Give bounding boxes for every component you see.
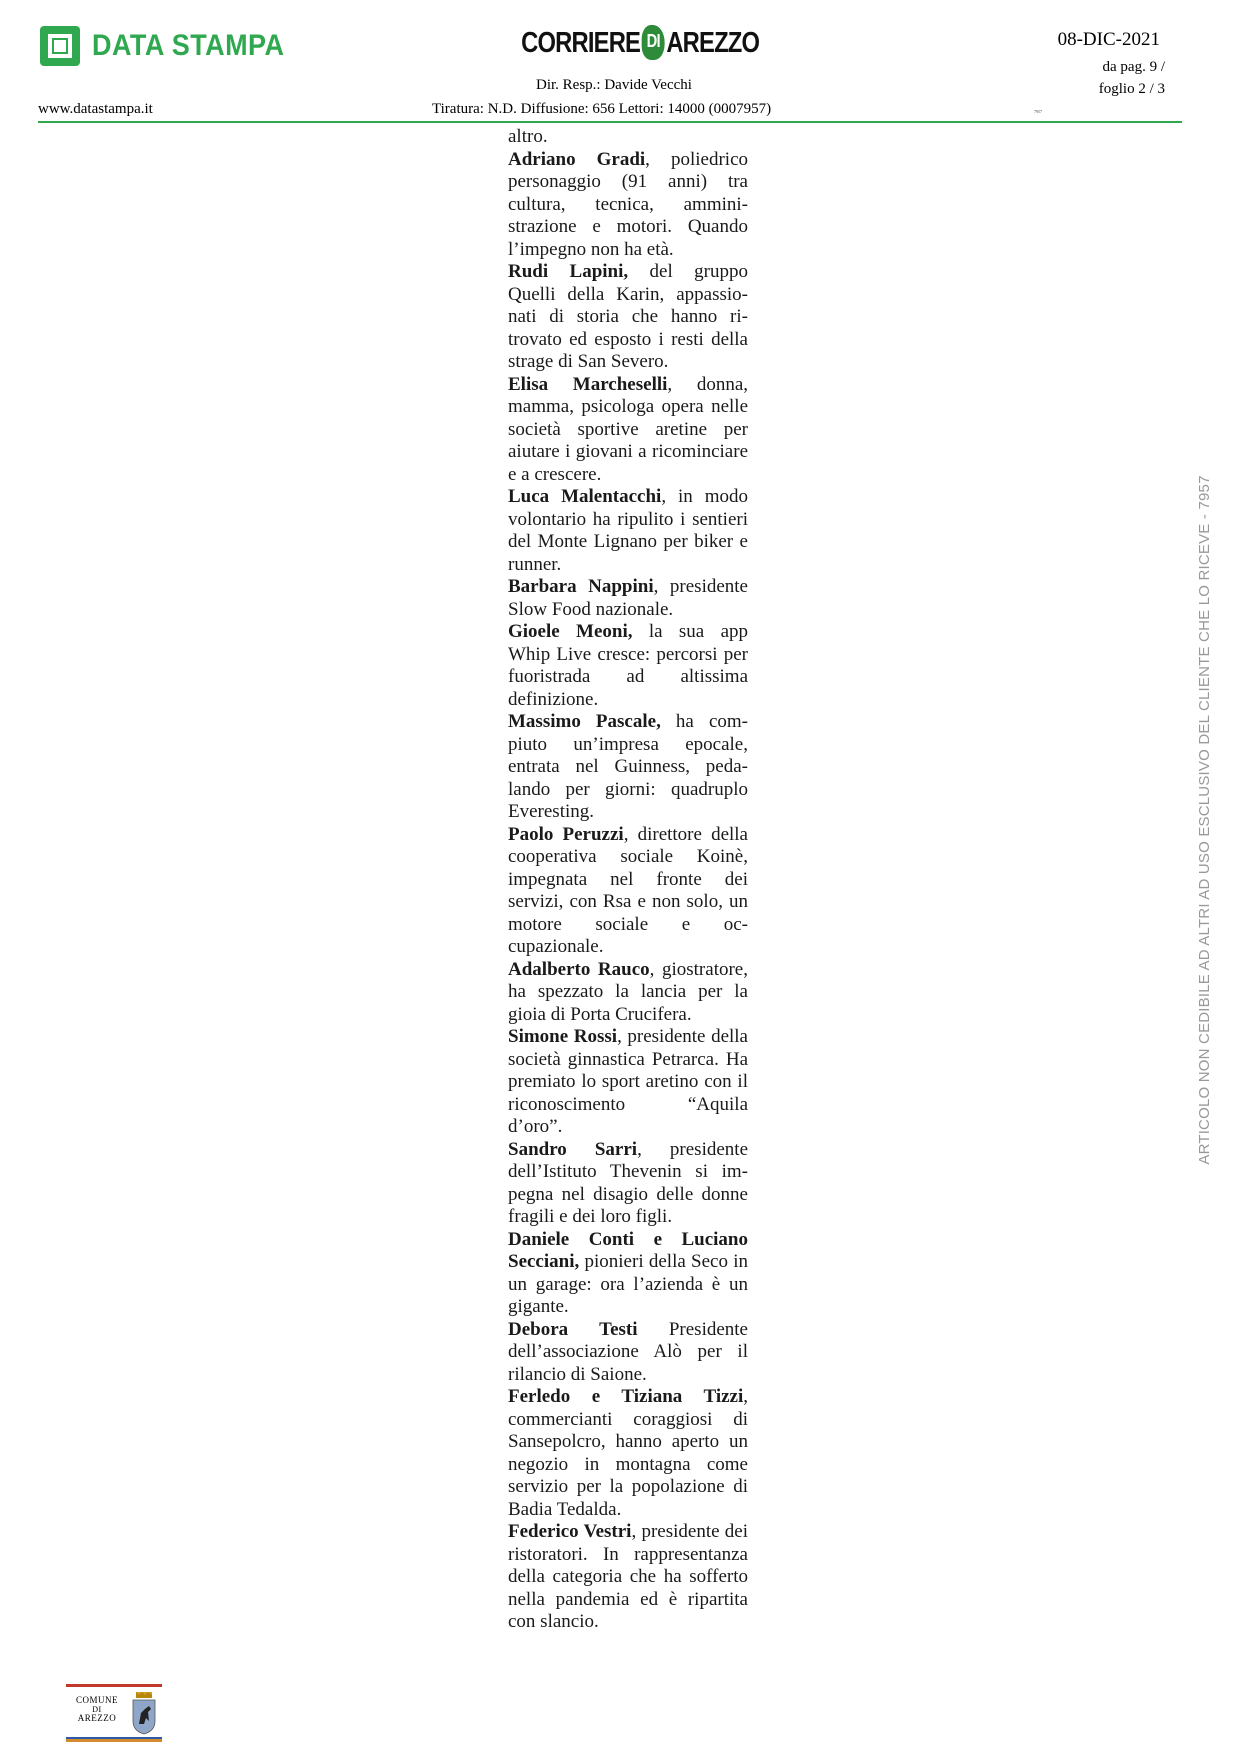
article-column xyxy=(508,126,748,1634)
paragraph-text: , in modo volontario ha ripulito i sentieri del Monte Lignano per biker e runner. xyxy=(508,486,748,575)
article-paragraph xyxy=(508,486,748,576)
logo-text xyxy=(68,1696,126,1723)
article-paragraph xyxy=(508,126,748,149)
article-paragraph xyxy=(508,1319,748,1387)
paragraph-text: , poliedrico personaggio (91 anni) tra cultura, tecnica, amministrazione e motori. Quando l’impegno non ha età. xyxy=(508,148,748,260)
publication-date: 08-DIC-2021 xyxy=(1057,29,1160,50)
logo-top-bar xyxy=(66,1684,162,1687)
director-line: Dir. Resp.: Davide Vecchi xyxy=(536,77,692,93)
paragraph-text: , presidente Slow Food nazionale. xyxy=(508,576,748,620)
article-paragraph xyxy=(508,959,748,1027)
paragraph-text: ha compiuto un’impresa epocale, entrata nel Guinness, pedalando per giorni: quadruplo Everesting. xyxy=(508,711,748,822)
agency-name: DATA STAMPA xyxy=(92,29,285,62)
person-name: Luca Malentacchi xyxy=(508,486,662,507)
paragraph-text: altro. xyxy=(508,126,548,147)
masthead-di: DI xyxy=(642,25,665,60)
logo-line3: AREZZO xyxy=(77,1713,117,1723)
person-name: Sandro Sarri xyxy=(508,1138,638,1160)
small-code: 7957 xyxy=(1034,109,1042,114)
paragraph-text: , presidente della società ginnastica Petrarca. Ha premiato lo sport aretino con il riconoscimento “Aquila d’oro”. xyxy=(508,1026,748,1137)
datastampa-logo-icon xyxy=(40,26,80,66)
person-name: Gioele Meoni, xyxy=(508,621,633,642)
article-paragraph xyxy=(508,621,748,711)
article-paragraph xyxy=(508,374,748,487)
person-name: Adalberto Rauco xyxy=(508,958,650,980)
article-paragraph xyxy=(508,1229,748,1319)
paragraph-text: , donna, mamma, psicologa opera nelle società sportive aretine per aiutare i giovani a ricominciare e a crescere. xyxy=(508,373,748,485)
crest-icon xyxy=(130,1691,158,1735)
person-name: Simone Rossi xyxy=(508,1026,618,1047)
article-paragraph xyxy=(508,1386,748,1521)
article-paragraph xyxy=(508,576,748,621)
logo-line2: DI xyxy=(92,1705,102,1714)
header-divider xyxy=(38,121,1182,123)
person-name: Rudi Lapini, xyxy=(508,261,629,282)
person-name: Daniele Conti e Luciano Secciani, xyxy=(508,1228,748,1272)
paragraph-text: , giostratore, ha spezzato la lancia per la gioia di Porta Crucifera. xyxy=(508,958,748,1025)
side-notice: ARTICOLO NON CEDIBILE AD ALTRI AD USO ESCLUSIVO DEL CLIENTE CHE LO RICEVE - 7957 xyxy=(1196,475,1213,1165)
article-paragraph xyxy=(508,824,748,959)
person-name: Massimo Pascale, xyxy=(508,711,661,732)
person-name: Ferledo e Tiziana Tizzi xyxy=(508,1386,744,1407)
article-paragraph xyxy=(508,1139,748,1229)
datastampa-logo xyxy=(40,24,306,68)
article-paragraph xyxy=(508,261,748,374)
paragraph-text: del gruppo Quelli della Karin, appassionati di storia che hanno ritrovato ed esposto i resti della strage di San Severo. xyxy=(508,261,748,372)
person-name: Barbara Nappini xyxy=(508,576,654,597)
article-paragraph xyxy=(508,1521,748,1634)
page-reference xyxy=(1099,56,1165,100)
person-name: Paolo Peruzzi xyxy=(508,823,624,845)
comune-di-arezzo-logo xyxy=(66,1684,162,1742)
person-name: Federico Vestri xyxy=(508,1521,632,1542)
person-name: Debora Testi xyxy=(508,1318,638,1340)
paragraph-text: la sua app Whip Live cresce: percorsi per fuoristrada ad altissima definizione. xyxy=(508,621,748,710)
newspaper-masthead xyxy=(520,20,760,68)
masthead-suffix: AREZZO xyxy=(666,26,760,59)
person-name: Adriano Gradi xyxy=(508,148,646,170)
paragraph-text: , presidente dell’Istituto Thevenin si impegna nel disagio delle donne fragili e dei loro figli. xyxy=(508,1138,748,1227)
website-link[interactable]: www.datastampa.it xyxy=(38,101,153,117)
article-paragraph xyxy=(508,149,748,262)
logo-line1: COMUNE xyxy=(75,1695,118,1705)
logo-bottom-bar xyxy=(66,1739,162,1742)
article-paragraph xyxy=(508,1026,748,1139)
circulation-info: Tiratura: N.D. Diffusione: 656 Lettori: 14000 (0007957) xyxy=(432,101,772,117)
masthead-prefix: CORRIERE xyxy=(520,26,640,59)
page-ref: da pag. 9 / xyxy=(1102,59,1165,75)
paragraph-text: , presidente dei ristoratori. In rappresentanza della categoria che ha sofferto nella pandemia ed è ripartita con slancio. xyxy=(508,1521,749,1632)
person-name: Elisa Marcheselli xyxy=(508,373,668,395)
sheet-ref: foglio 2 / 3 xyxy=(1098,81,1165,97)
paragraph-text: Presidente dell’associazione Alò per il rilancio di Saione. xyxy=(508,1318,748,1385)
article-paragraph xyxy=(508,711,748,824)
paragraph-text: , commercianti coraggiosi di Sansepolcro, hanno aperto un negozio in montagna come servizio per la popolazione di Badia Tedalda. xyxy=(508,1386,748,1520)
paragraph-text: pionieri della Seco in un garage: ora l’azienda è un gigante. xyxy=(508,1251,748,1317)
paragraph-text: , direttore della cooperativa sociale Koinè, impegnata nel fronte dei servizi, con Rsa e non solo, un motore sociale e occupazionale. xyxy=(508,823,748,957)
